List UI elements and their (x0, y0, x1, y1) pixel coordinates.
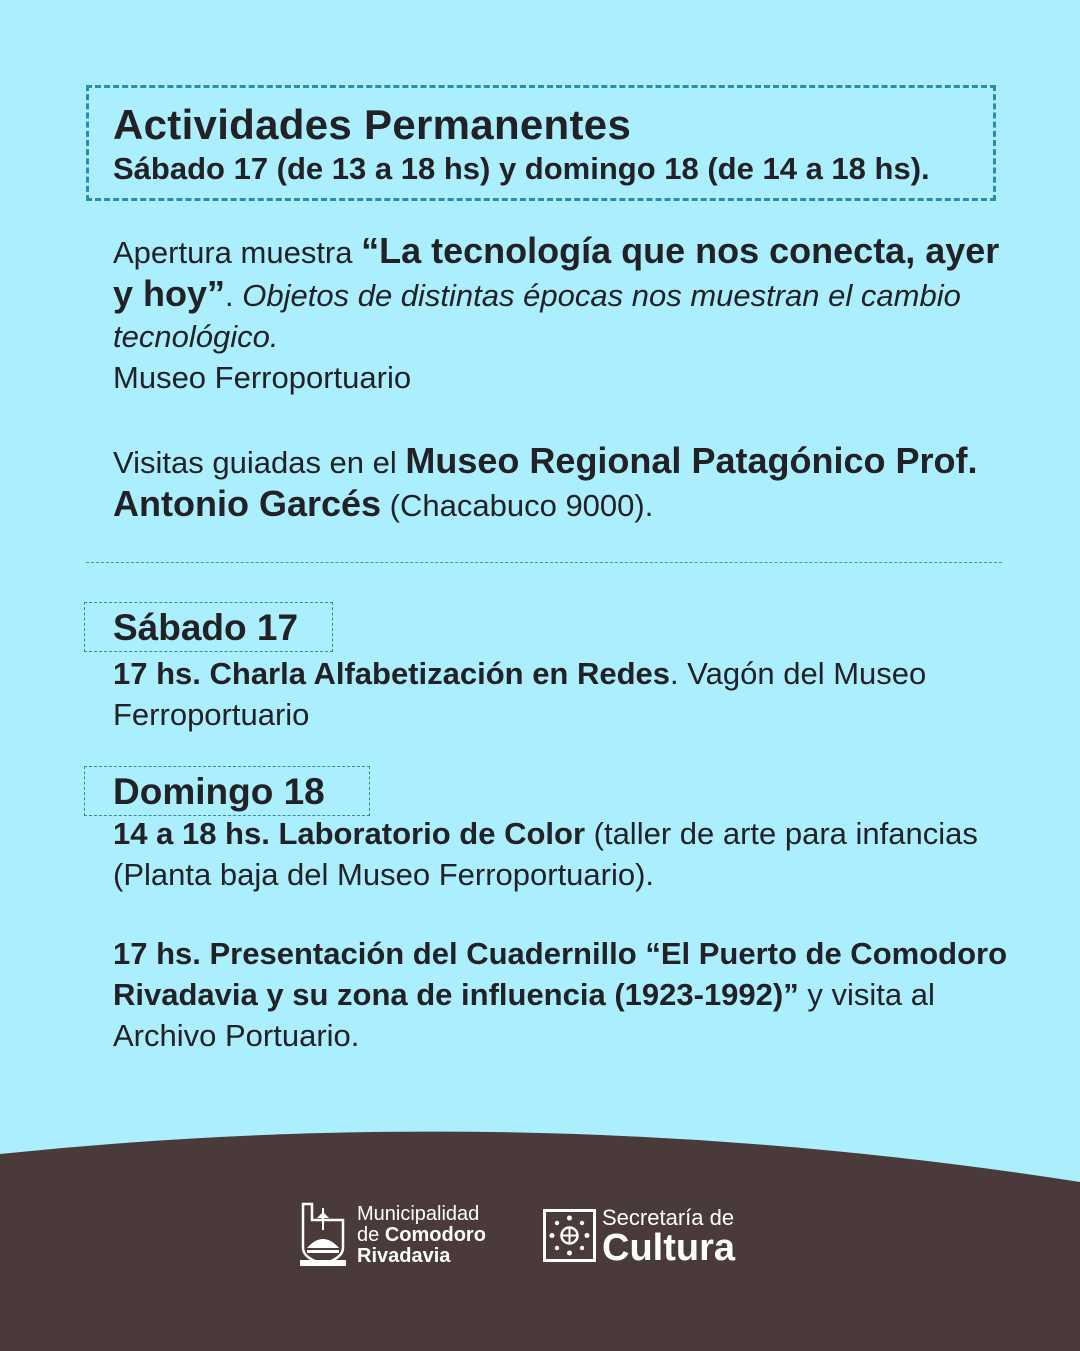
cultura-name (602, 1205, 735, 1269)
visits-prefix: Visitas guiadas en el (113, 445, 406, 480)
visits-address: (Chacabuco 9000). (381, 488, 654, 523)
cultura-line-1: Secretaría de (602, 1205, 735, 1230)
saturday-title: Sábado 17 (113, 607, 299, 648)
page-title: Actividades Permanentes (113, 101, 632, 148)
visits-museum: Museo Regional Patagónico Prof. Antonio Garcés (113, 440, 978, 524)
saturday-event (113, 653, 1013, 735)
saturday-event-title: 17 hs. Charla Alfabetización en Redes (113, 656, 671, 691)
footer-band (0, 1120, 1080, 1351)
exhibit-title: “La tecnología que nos conecta, ayer y hoy” (113, 230, 1000, 314)
cultura-logo-icon (543, 1209, 596, 1262)
sunday-title: Domingo 18 (113, 771, 325, 812)
municipal-crest-icon (298, 1200, 348, 1270)
exhibit-period: . (225, 278, 243, 313)
municipal-line-2b: Comodoro (384, 1224, 486, 1246)
exhibit-paragraph (113, 230, 1013, 398)
page-subtitle: Sábado 17 (de 13 a 18 hs) y domingo 18 (de 14 a 18 hs). (113, 151, 930, 186)
cultura-line-2: Cultura (602, 1227, 735, 1269)
exhibit-place: Museo Ferroportuario (113, 360, 412, 395)
saturday-event-detail: . Vagón del Museo Ferroportuario (113, 656, 927, 732)
sunday-event-2-detail: y visita al Archivo Portuario. (113, 977, 935, 1053)
sunday-event-2 (113, 933, 1013, 1056)
section-divider (86, 562, 1002, 563)
sunday-event-1 (113, 813, 1013, 895)
municipal-line-1: Municipalidad (357, 1203, 480, 1225)
municipal-line-2a: de (357, 1224, 385, 1246)
visits-paragraph (113, 440, 1013, 526)
sunday-event-1-title: 14 a 18 hs. Laboratorio de Color (113, 816, 586, 851)
municipal-name (357, 1204, 486, 1267)
sunday-event-2-title: 17 hs. Presentación del Cuadernillo “El Puerto de Comodoro Rivadavia y su zona de influencia (1923-1992)” (113, 936, 1008, 1012)
exhibit-prefix: Apertura muestra (113, 235, 362, 270)
municipal-line-3: Rivadavia (357, 1245, 451, 1267)
exhibit-description: Objetos de distintas épocas nos muestran el cambio tecnológico. (113, 278, 961, 354)
sunday-event-1-detail: (taller de arte para infancias (Planta baja del Museo Ferroportuario). (113, 816, 978, 892)
